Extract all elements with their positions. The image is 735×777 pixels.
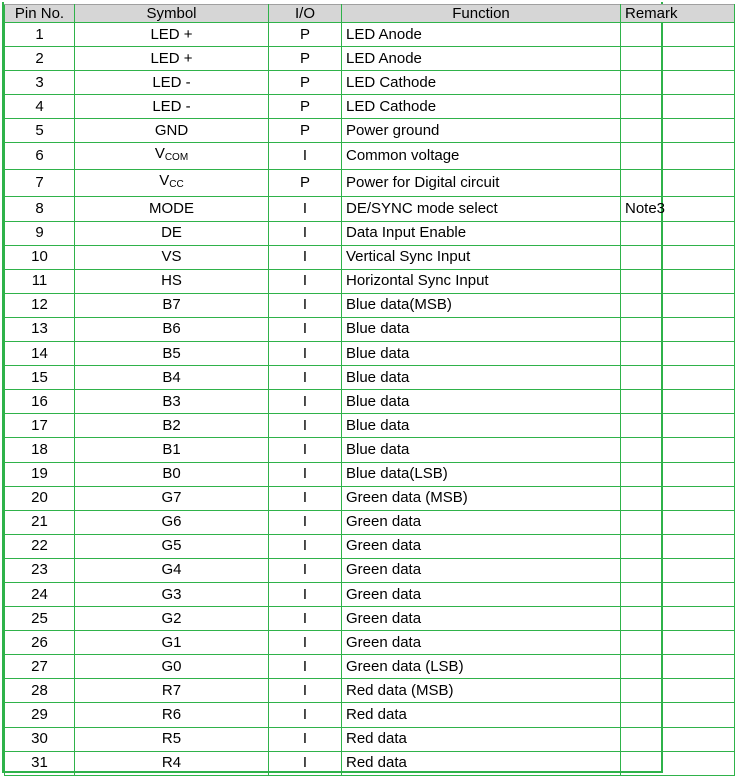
table-body	[5, 23, 735, 776]
pin-cell: 12	[5, 293, 75, 317]
io-cell: I	[269, 679, 342, 703]
table-row	[5, 679, 735, 703]
table-row	[5, 558, 735, 582]
function-cell: Blue data(MSB)	[342, 293, 621, 317]
table-row	[5, 414, 735, 438]
function-cell: Vertical Sync Input	[342, 245, 621, 269]
table-row	[5, 71, 735, 95]
table-row	[5, 342, 735, 366]
remark-cell	[621, 462, 735, 486]
io-cell: I	[269, 197, 342, 221]
symbol-cell: R4	[75, 751, 269, 775]
pin-cell: 31	[5, 751, 75, 775]
remark-cell	[621, 47, 735, 71]
symbol-cell: B3	[75, 390, 269, 414]
io-cell: I	[269, 462, 342, 486]
symbol-cell: G2	[75, 607, 269, 631]
function-cell: Green data	[342, 631, 621, 655]
header-row	[5, 5, 735, 23]
io-cell: I	[269, 631, 342, 655]
io-cell: I	[269, 342, 342, 366]
table-row	[5, 170, 735, 197]
function-cell: Power for Digital circuit	[342, 170, 621, 197]
table-row	[5, 390, 735, 414]
table-row	[5, 607, 735, 631]
table-row	[5, 462, 735, 486]
symbol-subscript: CC	[169, 179, 184, 191]
header-function: Function	[342, 5, 621, 23]
table-row	[5, 582, 735, 606]
function-cell: Blue data	[342, 414, 621, 438]
symbol-cell: HS	[75, 269, 269, 293]
pin-cell: 21	[5, 510, 75, 534]
io-cell: P	[269, 170, 342, 197]
function-cell: LED Cathode	[342, 71, 621, 95]
symbol-text: V	[154, 145, 165, 163]
io-cell: P	[269, 95, 342, 119]
symbol-cell	[75, 143, 269, 170]
remark-cell	[621, 727, 735, 751]
remark-cell	[621, 390, 735, 414]
table-row	[5, 143, 735, 170]
remark-cell	[621, 245, 735, 269]
table-row	[5, 293, 735, 317]
remark-cell	[621, 143, 735, 170]
remark-cell	[621, 486, 735, 510]
pin-cell: 6	[5, 143, 75, 170]
table-row	[5, 269, 735, 293]
function-cell: Common voltage	[342, 143, 621, 170]
io-cell: P	[269, 47, 342, 71]
function-cell: Blue data(LSB)	[342, 462, 621, 486]
remark-cell	[621, 655, 735, 679]
io-cell: I	[269, 269, 342, 293]
symbol-cell: B7	[75, 293, 269, 317]
io-cell: P	[269, 23, 342, 47]
remark-cell	[621, 71, 735, 95]
table-row	[5, 510, 735, 534]
function-cell: Blue data	[342, 438, 621, 462]
pin-cell: 22	[5, 534, 75, 558]
io-cell: P	[269, 119, 342, 143]
table-row	[5, 119, 735, 143]
pin-cell: 17	[5, 414, 75, 438]
io-cell: I	[269, 438, 342, 462]
function-cell: LED Anode	[342, 47, 621, 71]
symbol-cell: LED +	[75, 23, 269, 47]
remark-cell	[621, 342, 735, 366]
table-row	[5, 221, 735, 245]
table-row	[5, 317, 735, 341]
function-cell: Green data	[342, 510, 621, 534]
remark-cell	[621, 751, 735, 775]
remark-cell	[621, 558, 735, 582]
symbol-cell: R6	[75, 703, 269, 727]
function-cell: Data Input Enable	[342, 221, 621, 245]
symbol-cell: B2	[75, 414, 269, 438]
table-row	[5, 727, 735, 751]
remark-cell	[621, 703, 735, 727]
symbol-cell: G4	[75, 558, 269, 582]
io-cell: I	[269, 510, 342, 534]
table-row	[5, 366, 735, 390]
remark-cell	[621, 119, 735, 143]
function-cell: Blue data	[342, 390, 621, 414]
table-row	[5, 23, 735, 47]
function-cell: Red data	[342, 727, 621, 751]
io-cell: I	[269, 534, 342, 558]
symbol-cell: B1	[75, 438, 269, 462]
pin-cell: 30	[5, 727, 75, 751]
function-cell: Green data	[342, 582, 621, 606]
pin-cell: 3	[5, 71, 75, 95]
symbol-cell: R5	[75, 727, 269, 751]
table-row	[5, 486, 735, 510]
symbol-cell: G7	[75, 486, 269, 510]
io-cell: I	[269, 143, 342, 170]
pin-cell: 20	[5, 486, 75, 510]
symbol-cell: G3	[75, 582, 269, 606]
table-row	[5, 245, 735, 269]
remark-cell	[621, 95, 735, 119]
pin-cell: 10	[5, 245, 75, 269]
pin-cell: 8	[5, 197, 75, 221]
symbol-cell: MODE	[75, 197, 269, 221]
remark-cell	[621, 293, 735, 317]
io-cell: I	[269, 390, 342, 414]
io-cell: I	[269, 221, 342, 245]
remark-cell: Note3	[621, 197, 735, 221]
pin-cell: 5	[5, 119, 75, 143]
pin-assignment-table	[4, 4, 735, 776]
remark-cell	[621, 534, 735, 558]
function-cell: LED Cathode	[342, 95, 621, 119]
function-cell: Blue data	[342, 342, 621, 366]
io-cell: P	[269, 71, 342, 95]
header-pin: Pin No.	[5, 5, 75, 23]
pin-cell: 16	[5, 390, 75, 414]
pin-cell: 14	[5, 342, 75, 366]
symbol-cell: B5	[75, 342, 269, 366]
symbol-cell: LED -	[75, 71, 269, 95]
pin-cell: 9	[5, 221, 75, 245]
symbol-cell: B0	[75, 462, 269, 486]
remark-cell	[621, 366, 735, 390]
io-cell: I	[269, 486, 342, 510]
pin-cell: 24	[5, 582, 75, 606]
remark-cell	[621, 582, 735, 606]
symbol-cell: G1	[75, 631, 269, 655]
table-row	[5, 197, 735, 221]
symbol-cell: LED +	[75, 47, 269, 71]
table-row	[5, 47, 735, 71]
symbol-cell: R7	[75, 679, 269, 703]
pin-cell: 18	[5, 438, 75, 462]
table-row	[5, 703, 735, 727]
table-row	[5, 751, 735, 775]
symbol-cell: VS	[75, 245, 269, 269]
io-cell: I	[269, 245, 342, 269]
remark-cell	[621, 438, 735, 462]
pin-cell: 29	[5, 703, 75, 727]
pin-cell: 23	[5, 558, 75, 582]
remark-cell	[621, 414, 735, 438]
io-cell: I	[269, 727, 342, 751]
io-cell: I	[269, 607, 342, 631]
function-cell: Power ground	[342, 119, 621, 143]
symbol-text: V	[159, 172, 170, 190]
pin-cell: 7	[5, 170, 75, 197]
pin-cell: 26	[5, 631, 75, 655]
function-cell: Green data (MSB)	[342, 486, 621, 510]
function-cell: Red data	[342, 751, 621, 775]
function-cell: LED Anode	[342, 23, 621, 47]
function-cell: Green data (LSB)	[342, 655, 621, 679]
io-cell: I	[269, 414, 342, 438]
symbol-cell: B4	[75, 366, 269, 390]
pin-cell: 4	[5, 95, 75, 119]
table-row	[5, 534, 735, 558]
table-row	[5, 631, 735, 655]
table-row	[5, 655, 735, 679]
io-cell: I	[269, 751, 342, 775]
io-cell: I	[269, 703, 342, 727]
io-cell: I	[269, 558, 342, 582]
pin-cell: 11	[5, 269, 75, 293]
pin-cell: 1	[5, 23, 75, 47]
function-cell: Red data (MSB)	[342, 679, 621, 703]
header-io: I/O	[269, 5, 342, 23]
symbol-cell: G6	[75, 510, 269, 534]
remark-cell	[621, 510, 735, 534]
symbol-cell: B6	[75, 317, 269, 341]
symbol-subscript: COM	[164, 152, 189, 164]
pin-cell: 28	[5, 679, 75, 703]
function-cell: Green data	[342, 607, 621, 631]
table-row	[5, 438, 735, 462]
remark-cell	[621, 170, 735, 197]
symbol-cell: G0	[75, 655, 269, 679]
remark-cell	[621, 221, 735, 245]
header-remark: Remark	[621, 5, 735, 23]
function-cell: Blue data	[342, 366, 621, 390]
function-cell: Green data	[342, 558, 621, 582]
io-cell: I	[269, 655, 342, 679]
remark-cell	[621, 269, 735, 293]
remark-cell	[621, 679, 735, 703]
io-cell: I	[269, 293, 342, 317]
remark-cell	[621, 607, 735, 631]
pin-cell: 13	[5, 317, 75, 341]
symbol-cell: G5	[75, 534, 269, 558]
pin-cell: 25	[5, 607, 75, 631]
function-cell: Blue data	[342, 317, 621, 341]
symbol-cell	[75, 170, 269, 197]
remark-cell	[621, 23, 735, 47]
table-row	[5, 95, 735, 119]
pin-cell: 15	[5, 366, 75, 390]
pin-cell: 19	[5, 462, 75, 486]
remark-cell	[621, 631, 735, 655]
pin-cell: 2	[5, 47, 75, 71]
header-symbol: Symbol	[75, 5, 269, 23]
function-cell: Green data	[342, 534, 621, 558]
symbol-cell: LED -	[75, 95, 269, 119]
io-cell: I	[269, 366, 342, 390]
function-cell: Red data	[342, 703, 621, 727]
io-cell: I	[269, 582, 342, 606]
io-cell: I	[269, 317, 342, 341]
function-cell: Horizontal Sync Input	[342, 269, 621, 293]
remark-cell	[621, 317, 735, 341]
pin-cell: 27	[5, 655, 75, 679]
function-cell: DE/SYNC mode select	[342, 197, 621, 221]
symbol-cell: GND	[75, 119, 269, 143]
symbol-cell: DE	[75, 221, 269, 245]
